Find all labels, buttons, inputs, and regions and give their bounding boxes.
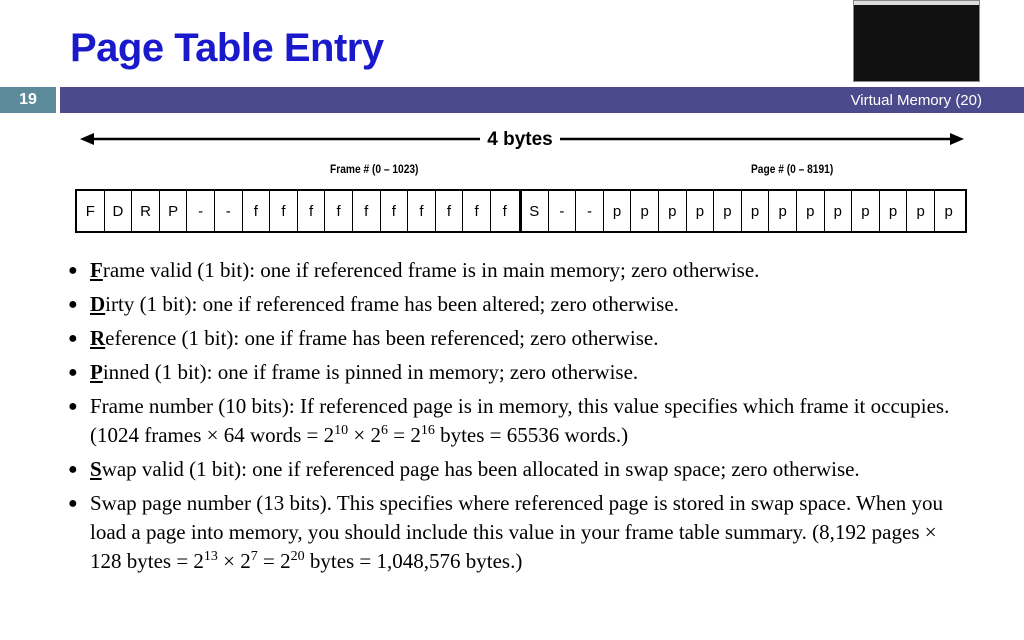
bullet-item bbox=[68, 392, 968, 450]
frame-word-bit-cell: D bbox=[105, 191, 133, 231]
frame-word-bit-cell: - bbox=[187, 191, 215, 231]
frame-word-bit-cell: f bbox=[436, 191, 464, 231]
bullet-key-letter: P bbox=[90, 360, 103, 384]
bullet-icon: ● bbox=[68, 461, 78, 478]
bullet-icon: ● bbox=[68, 495, 78, 512]
bullet-text: inned (1 bit): one if frame is pinned in memory; zero otherwise. bbox=[102, 360, 639, 384]
exponent: 7 bbox=[250, 549, 258, 564]
bullet-text: Frame number (10 bits): If referenced page is in memory, this value specifies which frame it occupies. (1024 frames × 64 words = 2 bbox=[90, 394, 950, 447]
width-label: 4 bytes bbox=[480, 129, 560, 151]
bullet-text: × 2 bbox=[217, 549, 251, 573]
bullet-list bbox=[68, 256, 968, 581]
frame-word-label: Frame # (0 – 1023) bbox=[330, 162, 419, 176]
exponent: 20 bbox=[290, 549, 305, 564]
bullet-key-letter: F bbox=[90, 258, 103, 282]
bullet-key-letter: D bbox=[90, 292, 106, 316]
page-word-bit-cell: - bbox=[576, 191, 604, 231]
frame-word-bit-cell: R bbox=[132, 191, 160, 231]
frame-word-bit-cell: F bbox=[77, 191, 105, 231]
bullet-key-letter: S bbox=[90, 457, 102, 481]
arrow-left-icon bbox=[80, 133, 94, 145]
bullet-text: rame valid (1 bit): one if referenced frame is in main memory; zero otherwise. bbox=[102, 258, 760, 282]
page-word-bit-cell: p bbox=[907, 191, 935, 231]
page-word-bits bbox=[519, 189, 967, 233]
slide-number: 19 bbox=[0, 87, 56, 113]
exponent: 10 bbox=[334, 423, 349, 438]
frame-word-bit-cell: f bbox=[502, 202, 507, 220]
arrow-right-icon bbox=[950, 133, 964, 145]
frame-word-bit-cell: P bbox=[160, 191, 188, 231]
frame-word-bit-cell: f bbox=[298, 191, 326, 231]
bullet-icon: ● bbox=[68, 296, 78, 313]
bullet-item bbox=[68, 455, 968, 484]
bullet-icon: ● bbox=[68, 262, 78, 279]
frame-word-bit-cell: f bbox=[325, 191, 353, 231]
frame-word-bit-cell: f bbox=[353, 191, 381, 231]
exponent: 13 bbox=[203, 549, 218, 564]
frame-word-bit-cell: - bbox=[215, 191, 243, 231]
frame-word-bit-cell: f bbox=[381, 191, 409, 231]
page-word-bit-cell: p bbox=[631, 191, 659, 231]
page-word-bit-cell: p bbox=[852, 191, 880, 231]
page-word-bit-cell: p bbox=[714, 191, 742, 231]
header-bar bbox=[60, 87, 1024, 113]
frame-word-bit-cell: f bbox=[270, 191, 298, 231]
terminal-thumbnail bbox=[853, 0, 980, 82]
page-word-bit-cell: p bbox=[687, 191, 715, 231]
bullet-text: eference (1 bit): one if frame has been referenced; zero otherwise. bbox=[105, 326, 659, 350]
bullet-item bbox=[68, 290, 968, 319]
bullet-item bbox=[68, 324, 968, 353]
bullet-text: Swap page number (13 bits). This specifies where referenced page is stored in swap space. When you load a page into memory, you should include this value in your frame table summary. (8,192 pages × 128 bytes = 2 bbox=[90, 491, 943, 573]
page-title: Page Table Entry bbox=[70, 26, 384, 70]
frame-word-bit-cell: f bbox=[463, 191, 491, 231]
page-word-bit-cell: S bbox=[521, 191, 549, 231]
section-label: Virtual Memory (20) bbox=[850, 92, 982, 109]
bullet-text: × 2 bbox=[348, 423, 381, 447]
page-word-label: Page # (0 – 8191) bbox=[751, 162, 834, 176]
bullet-icon: ● bbox=[68, 398, 78, 415]
exponent: 6 bbox=[381, 423, 388, 438]
bullet-text: bytes = 65536 words.) bbox=[434, 423, 629, 447]
page-word-bit-cell: p bbox=[659, 191, 687, 231]
bullet-text: irty (1 bit): one if referenced frame has been altered; zero otherwise. bbox=[105, 292, 679, 316]
frame-word-bits bbox=[75, 189, 522, 233]
page-word-bit-cell: p bbox=[880, 191, 908, 231]
frame-word-bit-cell: f bbox=[408, 191, 436, 231]
bullet-item bbox=[68, 489, 968, 576]
page-word-bit-cell: p bbox=[797, 191, 825, 231]
bullet-text: = 2 bbox=[388, 423, 421, 447]
bullet-item bbox=[68, 256, 968, 285]
page-word-bit-cell: p bbox=[742, 191, 770, 231]
frame-word-bit-cell: f bbox=[243, 191, 271, 231]
page-word-bit-cell: p bbox=[944, 202, 953, 220]
bullet-text: = 2 bbox=[257, 549, 291, 573]
bullet-icon: ● bbox=[68, 330, 78, 347]
bullet-text: bytes = 1,048,576 bytes.) bbox=[304, 549, 523, 573]
page-word-bit-cell: p bbox=[769, 191, 797, 231]
bullet-icon: ● bbox=[68, 364, 78, 381]
bullet-item bbox=[68, 358, 968, 387]
page-word-bit-cell: p bbox=[604, 191, 632, 231]
page-word-bit-cell: p bbox=[825, 191, 853, 231]
bullet-key-letter: R bbox=[90, 326, 106, 350]
bullet-text: wap valid (1 bit): one if referenced page has been allocated in swap space; zero otherwise. bbox=[101, 457, 860, 481]
page-word-bit-cell: - bbox=[549, 191, 577, 231]
exponent: 16 bbox=[420, 423, 435, 438]
